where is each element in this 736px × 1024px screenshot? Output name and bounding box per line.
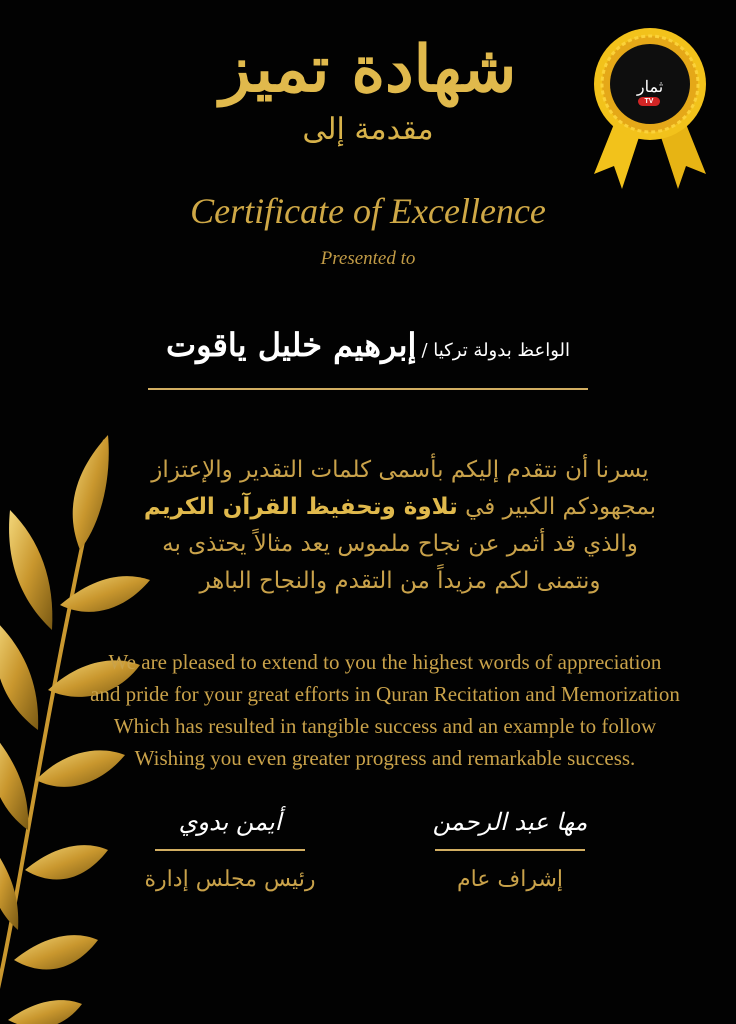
presented-to-arabic: مقدمة إلى (302, 112, 434, 147)
body-ar-line-2-text: بمجهودكم الكبير في (457, 494, 657, 520)
body-ar-line-3: والذي قد أثمر عن نجاح ملموس يعد مثالاً يحتذى به (162, 531, 638, 557)
recipient-name: إبرهيم خليل ياقوت (165, 326, 417, 364)
body-ar-line-1: يسرنا أن نتقدم إليكم بأسمى كلمات التقدير والإعتزاز (151, 457, 649, 483)
certificate-title-english: Certificate of Excellence (190, 191, 546, 231)
signature-supervisor-name: مها عبد الرحمن (432, 808, 588, 836)
certificate-title-arabic: شهادة تميز (219, 32, 517, 107)
presented-to-english: Presented to (320, 248, 416, 269)
signature-chairman-name: أيمن بدوي (178, 808, 282, 836)
recipient-prefix: الواعظ بدولة تركيا / (421, 340, 571, 361)
body-text-arabic (120, 452, 680, 600)
recipient-underline (148, 388, 588, 390)
badge-tv-label: TV (638, 97, 660, 106)
body-text-english (60, 646, 710, 774)
body-en-line-3: Which has resulted in tangible success and an example to follow (113, 714, 657, 738)
signature-supervisor-title: إشراف عام (456, 867, 564, 892)
signature-supervisor (405, 805, 615, 895)
signature-chairman-line (155, 849, 305, 851)
body-ar-line-4: ونتمنى لكم مزيداً من التقدم والنجاح الباهر (199, 568, 601, 594)
body-ar-line-2 (120, 489, 680, 526)
signature-chairman-title: رئيس مجلس إدارة (144, 867, 316, 892)
body-en-line-2: and pride for your great efforts in Quran Recitation and Memorization (90, 682, 680, 706)
signature-chairman (125, 805, 335, 895)
badge-logo-text: ثمار (636, 77, 664, 96)
body-en-line-1: We are pleased to extend to you the highest words of appreciation (108, 650, 662, 674)
recipient-block (100, 326, 636, 364)
body-ar-line-2-emphasis: تلاوة وتحفيظ القرآن الكريم (143, 494, 458, 520)
signature-supervisor-line (435, 849, 585, 851)
body-en-line-4: Wishing you even greater progress and remarkable success. (134, 746, 636, 770)
